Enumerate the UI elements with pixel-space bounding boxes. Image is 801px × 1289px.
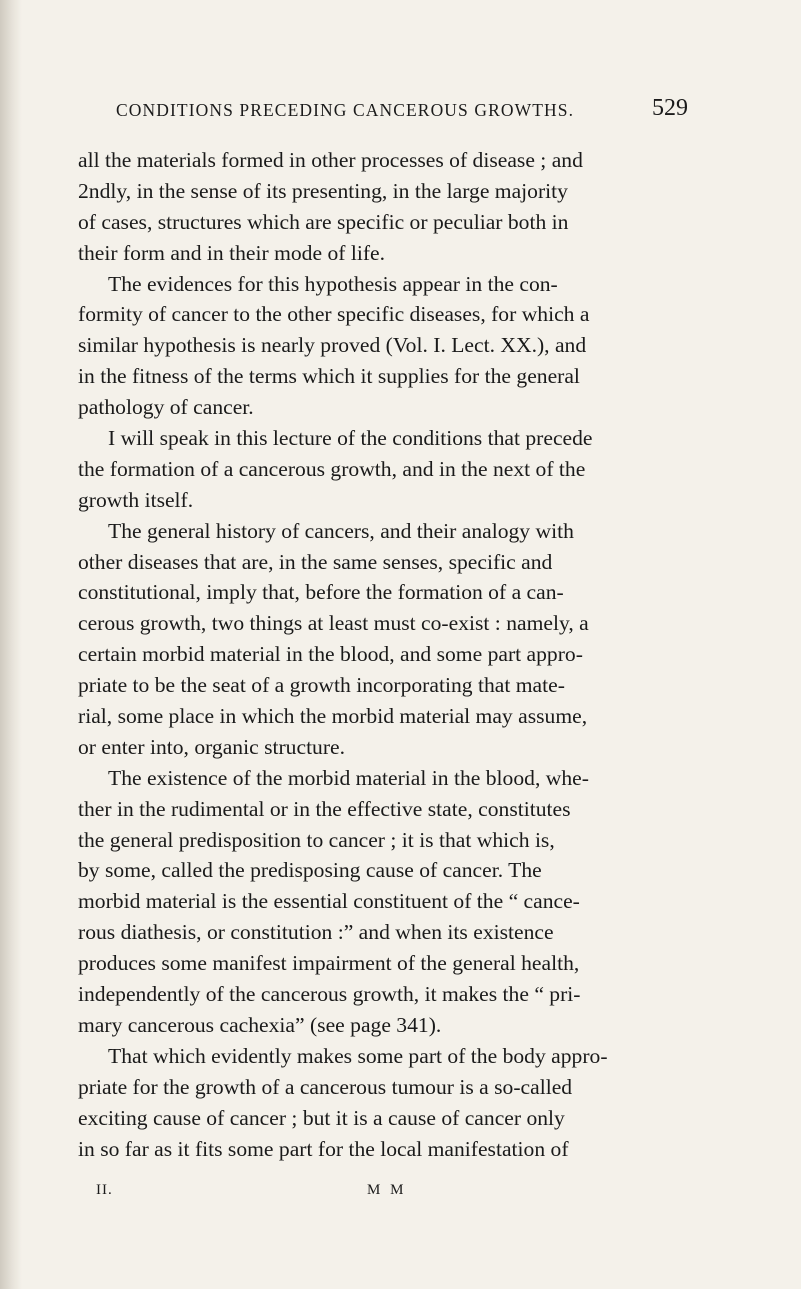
page-footer [0, 1182, 801, 1204]
text-line: in the fitness of the terms which it supplies for the general [78, 364, 580, 389]
text-line: other diseases that are, in the same senses, specific and [78, 549, 553, 574]
text-line: or enter into, organic structure. [78, 734, 346, 759]
text-line: rous diathesis, or constitution :” and when its existence [78, 920, 554, 945]
text-line: priate to be the seat of a growth incorporating that mate- [78, 673, 565, 698]
text-line: all the materials formed in other processes of disease ; and [78, 148, 583, 172]
text-line: ther in the rudimental or in the effective state, constitutes [78, 796, 571, 821]
text-line: priate for the growth of a cancerous tumour is a so-called [78, 1074, 573, 1099]
text-line: I will speak in this lecture of the conditions that precede [108, 426, 593, 451]
text-line: exciting cause of cancer ; but it is a cause of cancer only [78, 1105, 565, 1130]
text-line: by some, called the predisposing cause of cancer. The [78, 858, 542, 883]
text-line: morbid material is the essential constituent of the “ cance- [78, 889, 580, 914]
text-line: growth itself. [78, 487, 194, 512]
page-number: 529 [652, 95, 688, 121]
text-line: independently of the cancerous growth, it makes the “ pri- [78, 982, 581, 1007]
text-line: similar hypothesis is nearly proved (Vol. I. Lect. XX.), and [78, 333, 587, 358]
page-gutter-shadow [0, 0, 22, 1289]
running-title: CONDITIONS PRECEDING CANCEROUS GROWTHS. [116, 100, 575, 120]
page-header [0, 92, 801, 124]
text-line: of cases, structures which are specific or peculiar both in [78, 209, 569, 234]
text-line: formity of cancer to the other specific diseases, for which a [78, 302, 590, 327]
text-line: certain morbid material in the blood, and some part appro- [78, 642, 583, 667]
signature-volume: II. [96, 1182, 113, 1198]
text-line: the formation of a cancerous growth, and in the next of the [78, 456, 586, 481]
text-line: rial, some place in which the morbid material may assume, [78, 704, 588, 729]
text-line: cerous growth, two things at least must co-exist : namely, a [78, 611, 589, 636]
text-line: in so far as it fits some part for the local manifestation of [78, 1136, 569, 1161]
text-line: The general history of cancers, and their analogy with [108, 518, 574, 543]
body-text [78, 145, 668, 1164]
text-line: their form and in their mode of life. [78, 240, 386, 265]
text-line: The evidences for this hypothesis appear in the con- [108, 271, 558, 296]
text-line: constitutional, imply that, before the formation of a can- [78, 580, 564, 605]
text-line: The existence of the morbid material in the blood, whe- [108, 765, 589, 790]
text-line: That which evidently makes some part of the body appro- [108, 1043, 608, 1068]
text-line: produces some manifest impairment of the general health, [78, 951, 580, 976]
signature-mark: M M [367, 1182, 407, 1198]
text-line: the general predisposition to cancer ; it is that which is, [78, 827, 555, 852]
text-line: mary cancerous cachexia” (see page 341). [78, 1012, 442, 1037]
text-line: pathology of cancer. [78, 395, 254, 420]
text-line: 2ndly, in the sense of its presenting, in the large majority [78, 178, 568, 203]
